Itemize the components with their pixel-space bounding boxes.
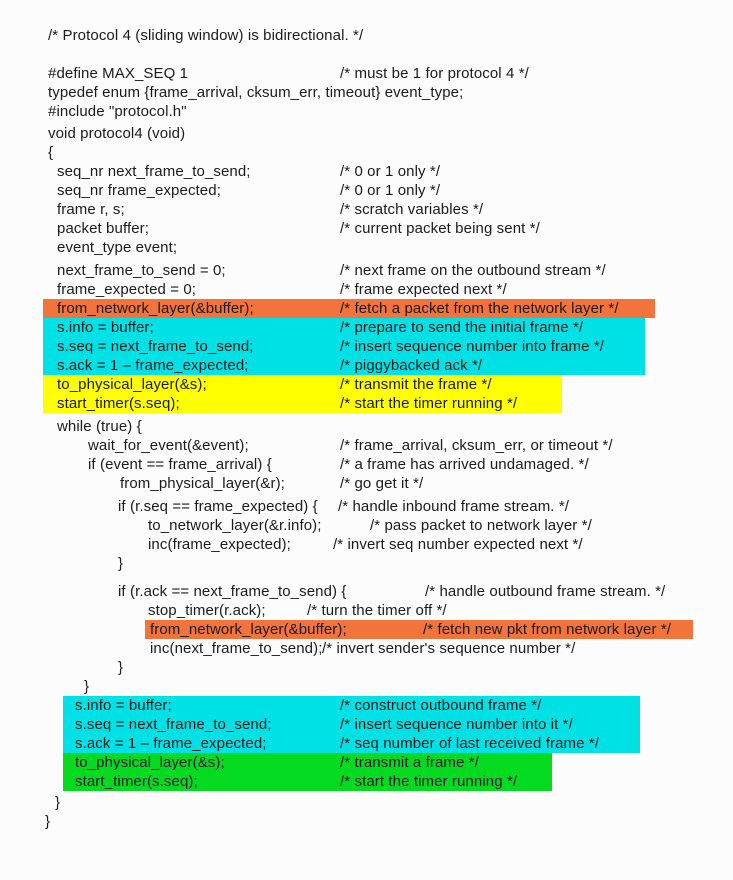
code-text: start_timer(s.seq);	[57, 395, 180, 412]
code-line	[0, 280, 733, 299]
comment-text: /* handle inbound frame stream. */	[338, 498, 570, 515]
code-text: }	[118, 659, 124, 676]
code-text: start_timer(s.seq);	[75, 773, 198, 790]
code-text: s.info = buffer;	[75, 697, 172, 714]
comment-text: /* construct outbound frame */	[340, 697, 542, 714]
code-text: from_network_layer(&buffer);	[150, 621, 347, 638]
comment-text: /* go get it */	[340, 475, 424, 492]
comment-text: /* fetch new pkt from network layer */	[423, 621, 672, 638]
code-line	[0, 535, 733, 554]
code-text: wait_for_event(&event);	[88, 437, 249, 454]
comment-text: /* 0 or 1 only */	[340, 182, 441, 199]
code-text: seq_nr frame_expected;	[57, 182, 221, 199]
code-text: if (r.ack == next_frame_to_send) {	[118, 583, 347, 600]
code-line	[0, 318, 733, 337]
comment-text: /* a frame has arrived undamaged. */	[340, 456, 589, 473]
code-text: frame_expected = 0;	[57, 281, 197, 298]
code-line	[0, 639, 733, 658]
comment-text: /* scratch variables */	[340, 201, 484, 218]
code-line	[0, 64, 733, 83]
code-text: typedef enum {frame_arrival, cksum_err, timeout} event_type;	[48, 84, 464, 101]
comment-text: /* turn the timer off */	[307, 602, 447, 619]
code-line	[0, 474, 733, 493]
code-text: inc(frame_expected);	[148, 536, 291, 553]
code-text: }	[118, 555, 124, 572]
code-text: to_physical_layer(&s);	[57, 376, 207, 393]
code-text: s.info = buffer;	[57, 319, 154, 336]
code-line	[0, 219, 733, 238]
comment-text: /* next frame on the outbound stream */	[340, 262, 606, 279]
code-text: next_frame_to_send = 0;	[57, 262, 226, 279]
code-line	[0, 162, 733, 181]
comment-text: /* must be 1 for protocol 4 */	[340, 65, 529, 82]
code-text: to_physical_layer(&s);	[75, 754, 225, 771]
code-line	[0, 394, 733, 413]
code-line	[0, 658, 733, 677]
code-line	[0, 238, 733, 257]
code-line	[0, 436, 733, 455]
code-text: /* Protocol 4 (sliding window) is bidirectional. */	[48, 27, 364, 44]
code-text: stop_timer(r.ack);	[148, 602, 266, 619]
code-line	[0, 200, 733, 219]
code-text: #include "protocol.h"	[48, 103, 187, 120]
code-text: frame r, s;	[57, 201, 125, 218]
code-text: while (true) {	[57, 418, 142, 435]
code-line	[0, 375, 733, 394]
code-line	[0, 554, 733, 573]
code-line	[0, 299, 733, 318]
code-line	[0, 715, 733, 734]
code-text: #define MAX_SEQ 1	[48, 65, 189, 82]
code-text: }	[45, 813, 51, 830]
comment-text: /* piggybacked ack */	[340, 357, 483, 374]
comment-text: /* start the timer running */	[340, 395, 518, 412]
code-line	[0, 582, 733, 601]
comment-text: /* invert sender's sequence number */	[322, 640, 576, 657]
code-line	[0, 677, 733, 696]
comment-text: /* transmit the frame */	[340, 376, 492, 393]
code-line	[0, 772, 733, 791]
code-line	[0, 793, 733, 812]
code-text: packet buffer;	[57, 220, 150, 237]
code-line	[0, 337, 733, 356]
comment-text: /* invert seq number expected next */	[333, 536, 583, 553]
code-line	[0, 696, 733, 715]
code-line	[0, 812, 733, 831]
comment-text: /* 0 or 1 only */	[340, 163, 441, 180]
comment-text: /* insert sequence number into it */	[340, 716, 573, 733]
code-text: from_network_layer(&buffer);	[57, 300, 254, 317]
code-line	[0, 620, 733, 639]
code-line	[0, 261, 733, 280]
comment-text: /* current packet being sent */	[340, 220, 540, 237]
code-text: {	[48, 144, 54, 161]
code-line	[0, 455, 733, 474]
comment-text: /* seq number of last received frame */	[340, 735, 600, 752]
comment-text: /* insert sequence number into frame */	[340, 338, 605, 355]
code-line	[0, 497, 733, 516]
code-text: }	[84, 678, 90, 695]
code-text: s.seq = next_frame_to_send;	[75, 716, 272, 733]
comment-text: /* frame expected next */	[340, 281, 507, 298]
code-text: if (event == frame_arrival) {	[88, 456, 272, 473]
code-line	[0, 734, 733, 753]
code-line	[0, 143, 733, 162]
code-line	[0, 516, 733, 535]
code-line	[0, 26, 733, 45]
code-text: inc(next_frame_to_send);	[150, 640, 323, 657]
code-text: s.seq = next_frame_to_send;	[57, 338, 254, 355]
code-line	[0, 181, 733, 200]
code-line	[0, 753, 733, 772]
code-text: if (r.seq == frame_expected) {	[118, 498, 318, 515]
code-line	[0, 83, 733, 102]
code-text: s.ack = 1 – frame_expected;	[75, 735, 267, 752]
code-text: to_network_layer(&r.info);	[148, 517, 322, 534]
code-text: }	[55, 794, 61, 811]
code-text: from_physical_layer(&r);	[120, 475, 285, 492]
comment-text: /* pass packet to network layer */	[370, 517, 592, 534]
code-line	[0, 102, 733, 121]
code-line	[0, 601, 733, 620]
code-text: seq_nr next_frame_to_send;	[57, 163, 251, 180]
code-line	[0, 417, 733, 436]
comment-text: /* frame_arrival, cksum_err, or timeout */	[340, 437, 613, 454]
comment-text: /* handle outbound frame stream. */	[425, 583, 666, 600]
code-text: event_type event;	[57, 239, 178, 256]
code-line	[0, 356, 733, 375]
comment-text: /* transmit a frame */	[340, 754, 479, 771]
comment-text: /* start the timer running */	[340, 773, 518, 790]
code-line	[0, 124, 733, 143]
comment-text: /* prepare to send the initial frame */	[340, 319, 584, 336]
comment-text: /* fetch a packet from the network layer */	[340, 300, 619, 317]
code-text: s.ack = 1 – frame_expected;	[57, 357, 249, 374]
code-text: void protocol4 (void)	[48, 125, 186, 142]
